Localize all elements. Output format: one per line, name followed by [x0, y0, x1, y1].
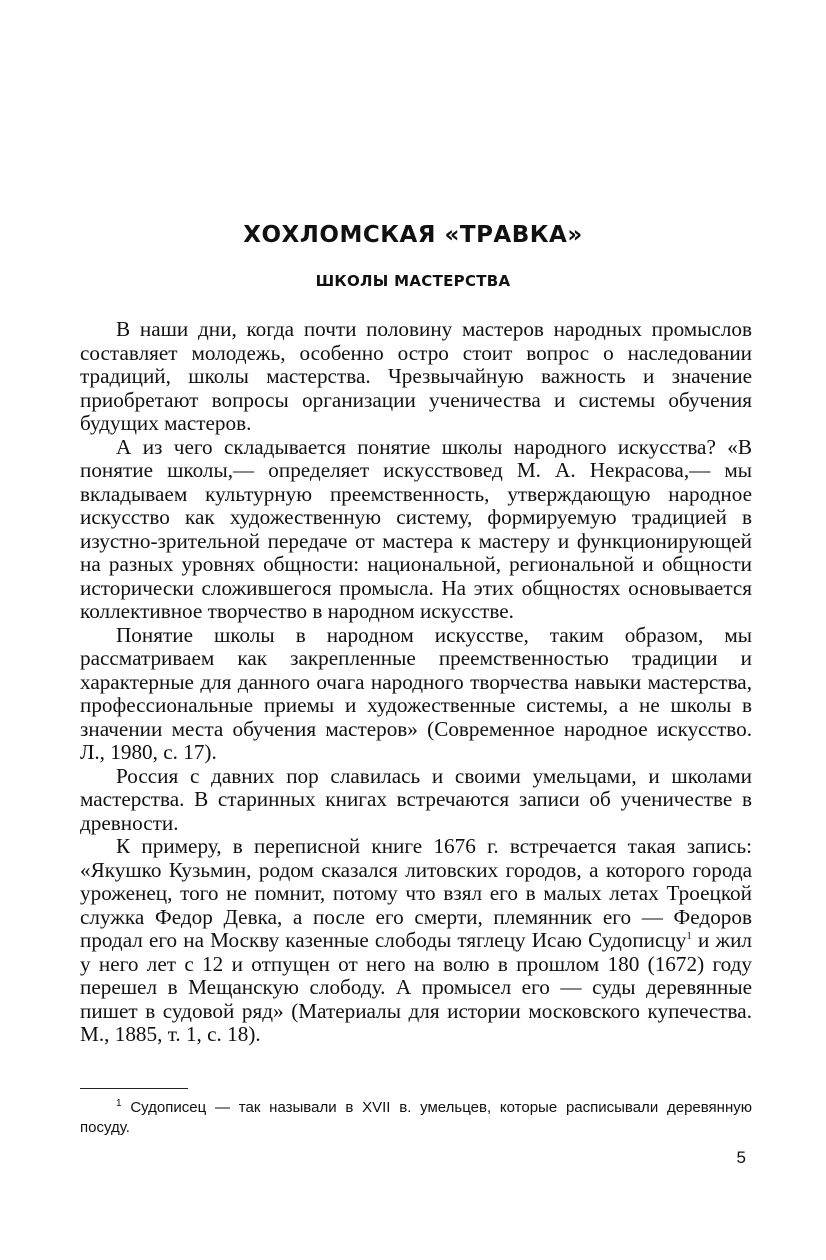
- paragraph: [80, 624, 752, 765]
- body-text: [80, 318, 752, 1047]
- paragraph-text: и жил у него лет с 12 и отпущен от него на волю в прошлом 180 (1672) году перешел в Мещанскую слободу. А промысел его — суды деревянные пишет в судовой ряд» (Материалы для истории московского купечества. М., 1885, т. 1, с. 18).: [80, 928, 752, 1046]
- chapter-title: ХОХЛОМСКАЯ «ТРАВКА»: [243, 222, 583, 248]
- footnote-divider: [80, 1088, 188, 1089]
- paragraph: [80, 436, 752, 624]
- paragraph-text: К примеру, в переписной книге 1676 г. встречается такая запись: «Якушко Кузьмин, родом сказался литовских городов, а которого города уроженец, того не помнит, потому что взял его в малых летах Троецкой служка Федор Девка, а после его смерти, племянник его — Федоров продал его на Москву казенные слободы тяглецу Исаю Судописцу: [80, 834, 752, 952]
- footnote: [80, 1098, 752, 1138]
- footnote-marker: 1: [116, 1098, 122, 1109]
- footnote-text: Судописец — так называли в XVII в. умельцев, которые расписывали деревянную посуду.: [80, 1099, 752, 1136]
- paragraph-text: Понятие школы в народном искусстве, таким образом, мы рассматриваем как закрепленные преемственностью традиции и характерные для данного очага народного творчества навыки мастерства, профессиональные приемы и художественные системы, а не школы в значении места обучения мастеров» (Современное народное искусство. Л., 1980, с. 17).: [80, 622, 752, 764]
- footnote-reference: 1: [686, 929, 692, 942]
- paragraph: [80, 835, 752, 1047]
- paragraph-text: А из чего складывается понятие школы народного искусства? «В понятие школы,— определяет искусствовед М. А. Некрасова,— мы вкладываем культурную преемственность, утверждающую народное искусство как художественную систему, формируемую традицией в изустно-зрительной передаче от мастера к мастеру и функционирующей на разных уровнях общности: национальной, региональной и общности исторически сложившегося промысла. На этих общностях основывается коллективное творчество в народном искусстве.: [80, 434, 752, 623]
- paragraph-text: В наши дни, когда почти половину мастеров народных промыслов составляет молодежь, особенно остро стоит вопрос о наследовании традиций, школы мастерства. Чрезвычайную важность и значение приобретают вопросы организации ученичества и системы обучения будущих мастеров.: [80, 317, 752, 435]
- section-subtitle: ШКОЛЫ МАСТЕРСТВА: [315, 272, 511, 290]
- page-number: 5: [736, 1148, 746, 1167]
- paragraph: [80, 765, 752, 836]
- paragraph: [80, 318, 752, 436]
- paragraph-text: Россия с давних пор славилась и своими умельцами, и школами мастерства. В старинных книгах встречаются записи об ученичестве в древности.: [80, 763, 752, 835]
